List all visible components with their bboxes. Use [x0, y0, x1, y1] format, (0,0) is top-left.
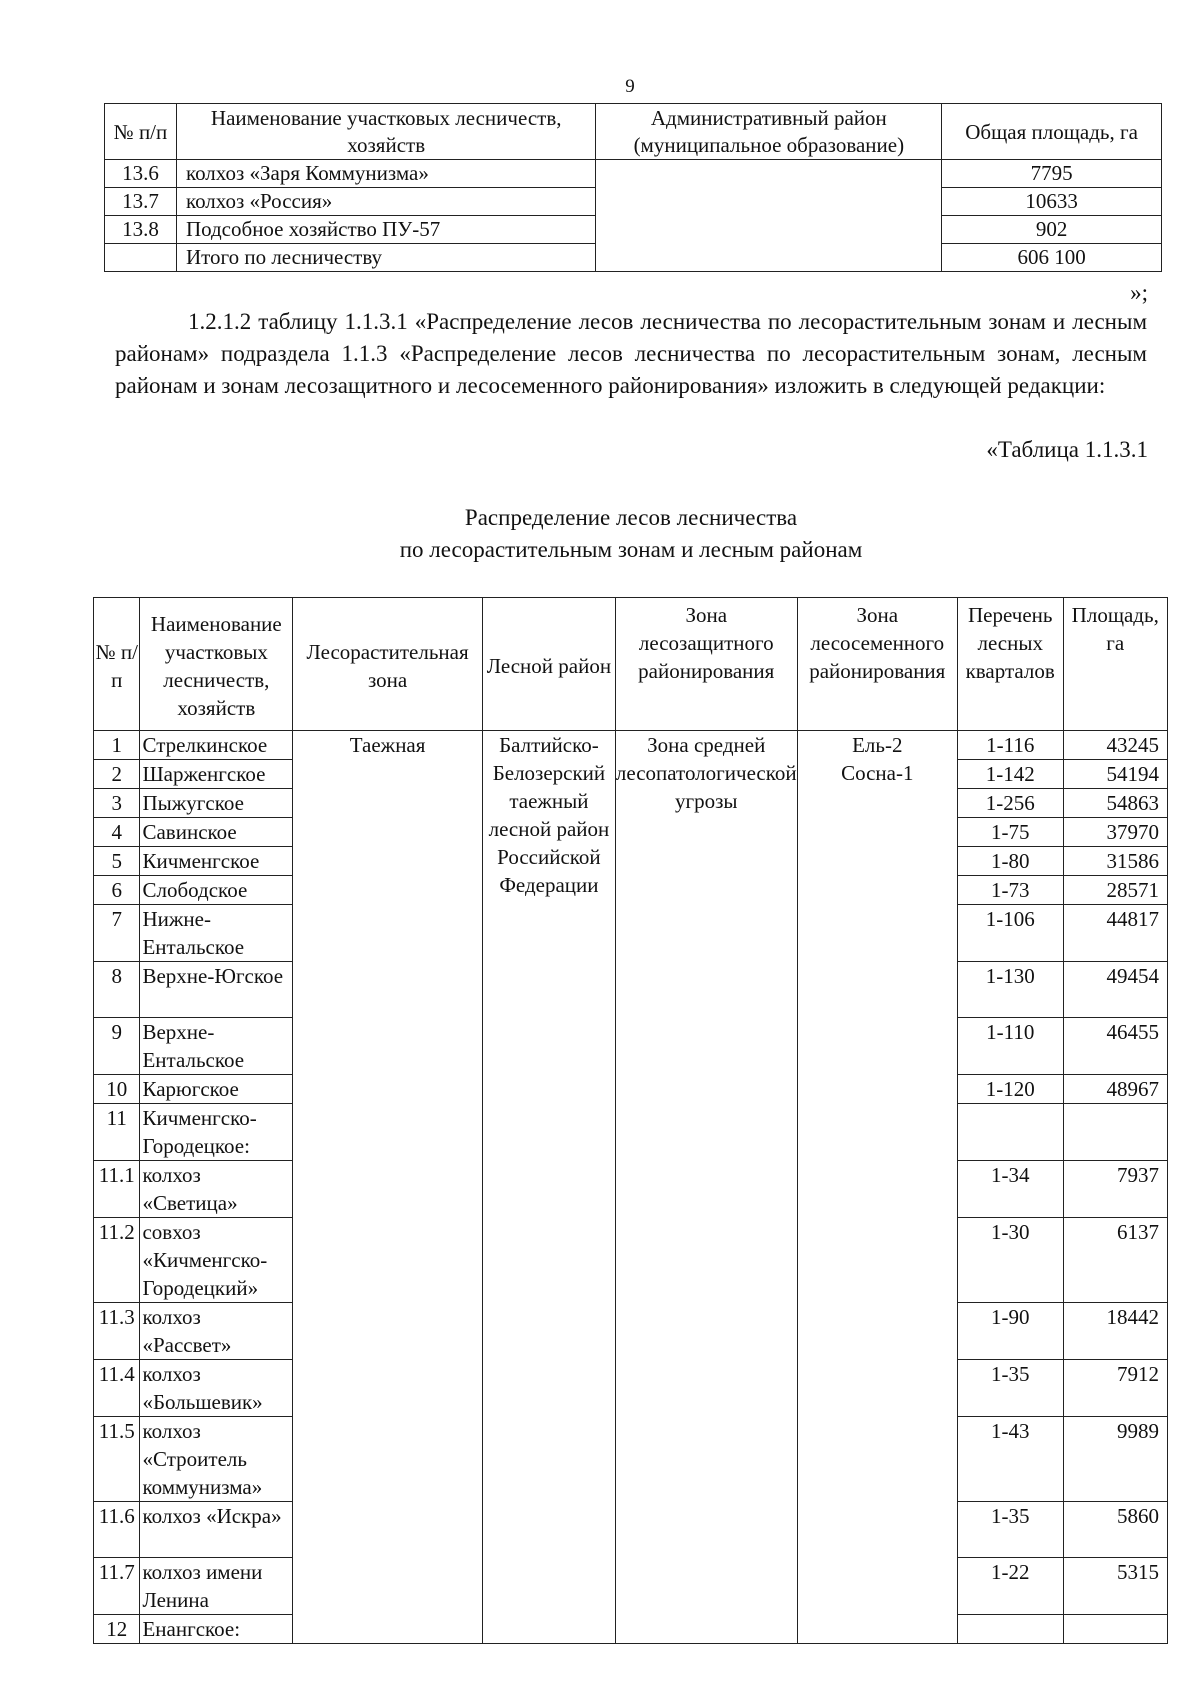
caption-line-1: Распределение лесов лесничества — [464, 505, 798, 530]
row-name: колхоз «Строитель коммунизма» — [140, 1417, 293, 1502]
closing-mark: »; — [1130, 280, 1148, 305]
total-label: Итого по лесничеству — [176, 244, 596, 272]
row-quarters: 1-116 — [957, 731, 1063, 760]
row-area — [1063, 1615, 1168, 1644]
row-area: 54194 — [1063, 760, 1168, 789]
row-area: 7795 — [942, 160, 1162, 188]
row-area: 5315 — [1063, 1558, 1168, 1615]
row-num: 11.5 — [94, 1417, 140, 1502]
row-area: 7912 — [1063, 1360, 1168, 1417]
row-name: колхоз «Искра» — [140, 1502, 293, 1558]
row-quarters: 1-75 — [957, 818, 1063, 847]
main-table-header — [94, 598, 1168, 731]
row-area: 31586 — [1063, 847, 1168, 876]
table-caption — [0, 502, 1200, 566]
row-quarters: 1-34 — [957, 1161, 1063, 1218]
row-name: Верхне-Югское — [140, 962, 293, 1018]
row-quarters: 1-35 — [957, 1502, 1063, 1558]
top-table-header — [105, 104, 1162, 160]
seed-zone-cell — [797, 731, 957, 1644]
row-num: 4 — [94, 818, 140, 847]
row-num: 11.7 — [94, 1558, 140, 1615]
table-label: «Таблица 1.1.3.1 — [986, 437, 1148, 462]
row-area: 6137 — [1063, 1218, 1168, 1303]
row-area: 46455 — [1063, 1018, 1168, 1075]
header-veg-zone: Лесорастительная зона — [293, 598, 483, 731]
row-area: 7937 — [1063, 1161, 1168, 1218]
row-name: Подсобное хозяйство ПУ-57 — [176, 216, 596, 244]
row-name: Кичменгско-Городецкое: — [140, 1104, 293, 1161]
row-num: 9 — [94, 1018, 140, 1075]
row-quarters: 1-22 — [957, 1558, 1063, 1615]
seed-zone-spruce: Ель-2 — [852, 733, 903, 757]
header-protect-zone: Зона лесозащитного районирования — [615, 598, 797, 731]
row-name: Енангское: — [140, 1615, 293, 1644]
row-name: колхоз «Светица» — [140, 1161, 293, 1218]
row-num: 6 — [94, 876, 140, 905]
top-table — [104, 103, 1162, 272]
row-name: Карюгское — [140, 1075, 293, 1104]
total-area: 606 100 — [942, 244, 1162, 272]
row-quarters: 1-80 — [957, 847, 1063, 876]
row-area: 49454 — [1063, 962, 1168, 1018]
row-area: 54863 — [1063, 789, 1168, 818]
top-header-name: Наименование участковых лесничеств, хозяйств — [176, 104, 596, 160]
header-name: Наименование участковых лесничеств, хозяйств — [140, 598, 293, 731]
row-num: 11.2 — [94, 1218, 140, 1303]
row-area — [1063, 1104, 1168, 1161]
row-num: 5 — [94, 847, 140, 876]
row-area: 37970 — [1063, 818, 1168, 847]
row-quarters: 1-106 — [957, 905, 1063, 962]
row-num: 11.6 — [94, 1502, 140, 1558]
row-area: 28571 — [1063, 876, 1168, 905]
header-seed-zone: Зона лесосеменного районирования — [797, 598, 957, 731]
row-num: 13.7 — [105, 188, 177, 216]
row-num: 11.3 — [94, 1303, 140, 1360]
row-name: совхоз «Кичменгско-Городецкий» — [140, 1218, 293, 1303]
row-num: 13.6 — [105, 160, 177, 188]
row-name: Слободское — [140, 876, 293, 905]
caption-line-2: по лесорастительным зонам и лесным районам — [399, 537, 863, 562]
row-quarters: 1-43 — [957, 1417, 1063, 1502]
row-num: 2 — [94, 760, 140, 789]
body-paragraph: 1.2.1.2 таблицу 1.1.3.1 «Распределение лесов лесничества по лесорастительным зонам и лесным районам» подраздела 1.1.3 «Распределение лесов лесничества по лесорастительным зонам, лесным районам и зонам лесозащитного и лесосеменного районирования» изложить в следующей редакции: — [115, 309, 1147, 398]
row-name: колхоз «Россия» — [176, 188, 596, 216]
row-name: Верхне-Ентальское — [140, 1018, 293, 1075]
row-area: 43245 — [1063, 731, 1168, 760]
top-header-area: Общая площадь, га — [942, 104, 1162, 160]
row-area: 44817 — [1063, 905, 1168, 962]
row-num: 11.4 — [94, 1360, 140, 1417]
row-quarters: 1-142 — [957, 760, 1063, 789]
row-name: колхоз «Заря Коммунизма» — [176, 160, 596, 188]
header-area: Площадь, га — [1063, 598, 1168, 731]
row-area: 5860 — [1063, 1502, 1168, 1558]
row-quarters: 1-120 — [957, 1075, 1063, 1104]
page-number: 9 — [625, 76, 635, 97]
row-area: 48967 — [1063, 1075, 1168, 1104]
row-name: Пыжугское — [140, 789, 293, 818]
row-name: колхоз «Большевик» — [140, 1360, 293, 1417]
row-num: 13.8 — [105, 216, 177, 244]
district-cell — [596, 160, 942, 272]
top-header-district: Административный район (муниципальное образование) — [596, 104, 942, 160]
header-num: № п/п — [94, 598, 140, 731]
row-quarters: 1-73 — [957, 876, 1063, 905]
row-name: колхоз «Рассвет» — [140, 1303, 293, 1360]
row-name: Савинское — [140, 818, 293, 847]
row-name: Кичменгское — [140, 847, 293, 876]
row-area: 9989 — [1063, 1417, 1168, 1502]
row-quarters: 1-256 — [957, 789, 1063, 818]
row-num: 12 — [94, 1615, 140, 1644]
row-quarters: 1-130 — [957, 962, 1063, 1018]
row-area: 902 — [942, 216, 1162, 244]
veg-zone-cell: Таежная — [293, 731, 483, 1644]
row-name: Нижне-Ентальское — [140, 905, 293, 962]
row-quarters: 1-110 — [957, 1018, 1063, 1075]
main-table — [93, 597, 1168, 1644]
row-num — [105, 244, 177, 272]
row-name: колхоз имени Ленина — [140, 1558, 293, 1615]
row-num: 8 — [94, 962, 140, 1018]
row-area: 18442 — [1063, 1303, 1168, 1360]
row-num: 1 — [94, 731, 140, 760]
row-quarters: 1-90 — [957, 1303, 1063, 1360]
row-quarters: 1-30 — [957, 1218, 1063, 1303]
header-quarters: Перечень лесных кварталов — [957, 598, 1063, 731]
row-name: Шарженгское — [140, 760, 293, 789]
table-row — [105, 160, 1162, 188]
row-num: 10 — [94, 1075, 140, 1104]
row-name: Стрелкинское — [140, 731, 293, 760]
row-num: 11 — [94, 1104, 140, 1161]
protect-zone-cell: Зона средней лесопатологической угрозы — [615, 731, 797, 1644]
row-quarters — [957, 1104, 1063, 1161]
header-forest-region: Лесной район — [482, 598, 615, 731]
row-quarters — [957, 1615, 1063, 1644]
row-area: 10633 — [942, 188, 1162, 216]
row-num: 11.1 — [94, 1161, 140, 1218]
forest-region-cell: Балтийско-Белозерский таежный лесной район Российской Федерации — [482, 731, 615, 1644]
row-quarters: 1-35 — [957, 1360, 1063, 1417]
table-row — [94, 731, 1168, 760]
row-num: 7 — [94, 905, 140, 962]
row-num: 3 — [94, 789, 140, 818]
seed-zone-pine: Сосна-1 — [841, 761, 914, 785]
top-header-num: № п/п — [105, 104, 177, 160]
